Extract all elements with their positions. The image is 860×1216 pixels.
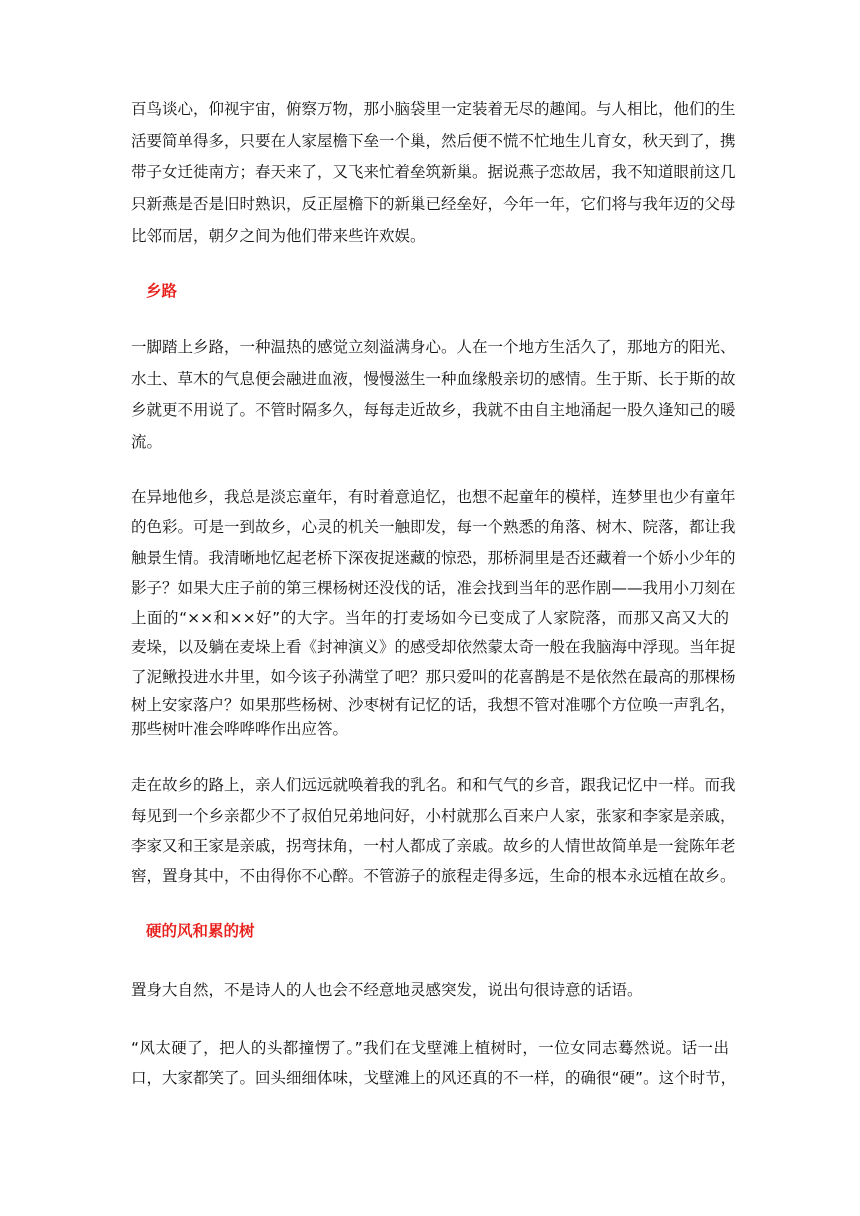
paragraph-line: 流。 bbox=[131, 433, 163, 451]
paragraph-line: 的色彩。可是一到故乡，心灵的机关一触即发，每一个熟悉的角落、树木、院落，都让我 bbox=[131, 518, 736, 536]
paragraph-line: 树上安家落户？如果那些杨树、沙枣树有记忆的话，我想不管对准哪个方位唤一声乳名， bbox=[131, 696, 736, 714]
paragraph-line: 乡就更不用说了。不管时隔多久，每每走近故乡，我就不由自主地涌起一股久逢知己的暖 bbox=[131, 401, 736, 419]
paragraph-line: 口，大家都笑了。回头细细体味，戈壁滩上的风还真的不一样，的确很“硬”。这个时节， bbox=[131, 1069, 737, 1087]
paragraph-line: 每见到一个乡亲都少不了叔伯兄弟地问好，小村就那么百来户人家，张家和李家是亲戚， bbox=[131, 807, 736, 825]
paragraph-line: 触景生情。我清晰地忆起老桥下深夜捉迷藏的惊恐，那桥洞里是否还藏着一个娇小少年的 bbox=[131, 549, 736, 567]
section-heading-xianglu: 乡路 bbox=[146, 282, 178, 300]
paragraph-line: 一脚踏上乡路，一种温热的感觉立刻溢满身心。人在一个地方生活久了，那地方的阳光、 bbox=[131, 338, 736, 356]
paragraph-line: 上面的“××和××好”的大字。当年的打麦场如今已变成了人家院落，而那又高又大的 bbox=[131, 609, 729, 627]
intro-line: 百鸟谈心，仰视宇宙，俯察万物，那小脑袋里一定装着无尽的趣闻。与人相比，他们的生 bbox=[131, 100, 736, 118]
paragraph-line: 在异地他乡，我总是淡忘童年，有时着意追忆，也想不起童年的模样，连梦里也少有童年 bbox=[131, 488, 736, 506]
intro-line: 活要简单得多，只要在人家屋檐下垒一个巢，然后便不慌不忙地生儿育女，秋天到了，携 bbox=[131, 132, 736, 150]
paragraph-line: 麦垛，以及躺在麦垛上看《封神演义》的感受却依然蒙太奇一般在我脑海中浮现。当年捉 bbox=[131, 638, 736, 656]
paragraph-line: 置身大自然，不是诗人的人也会不经意地灵感突发，说出句很诗意的话语。 bbox=[131, 981, 643, 999]
intro-line: 带子女迁徙南方；春天来了，又飞来忙着垒筑新巢。据说燕子恋故居，我不知道眼前这几 bbox=[131, 163, 736, 181]
paragraph-line: 影子？如果大庄子前的第三棵杨树还没伐的话，准会找到当年的恶作剧——我用小刀刻在 bbox=[131, 579, 736, 597]
paragraph-line: 了泥鳅投进水井里，如今该子孙满堂了吧？那只爱叫的花喜鹊是不是依然在最高的那棵杨 bbox=[131, 668, 736, 686]
paragraph-line: 那些树叶准会哗哗哗作出应答。 bbox=[131, 720, 349, 738]
paragraph-line: 李家又和王家是亲戚，拐弯抹角，一村人都成了亲戚。故乡的人情世故简单是一瓮陈年老 bbox=[131, 837, 736, 855]
intro-line: 比邻而居，朝夕之间为他们带来些许欢娱。 bbox=[131, 227, 426, 245]
intro-line: 只新燕是否是旧时熟识，反正屋檐下的新巢已经垒好，今年一年，它们将与我年迈的父母 bbox=[131, 195, 736, 213]
paragraph-line: 窖，置身其中，不由得你不心醉。不管游子的旅程走得多远，生命的根本永远植在故乡。 bbox=[131, 867, 736, 885]
paragraph-line: 水土、草木的气息便会融进血液，慢慢滋生一种血缘般亲切的感情。生于斯、长于斯的故 bbox=[131, 370, 736, 388]
section-heading-ying-de-feng: 硬的风和累的树 bbox=[146, 922, 255, 940]
paragraph-line: 走在故乡的路上，亲人们远远就唤着我的乳名。和和气气的乡音，跟我记忆中一样。而我 bbox=[131, 776, 736, 794]
paragraph-line: “风太硬了，把人的头都撞愣了。”我们在戈壁滩上植树时，一位女同志蓦然说。话一出 bbox=[131, 1039, 729, 1057]
